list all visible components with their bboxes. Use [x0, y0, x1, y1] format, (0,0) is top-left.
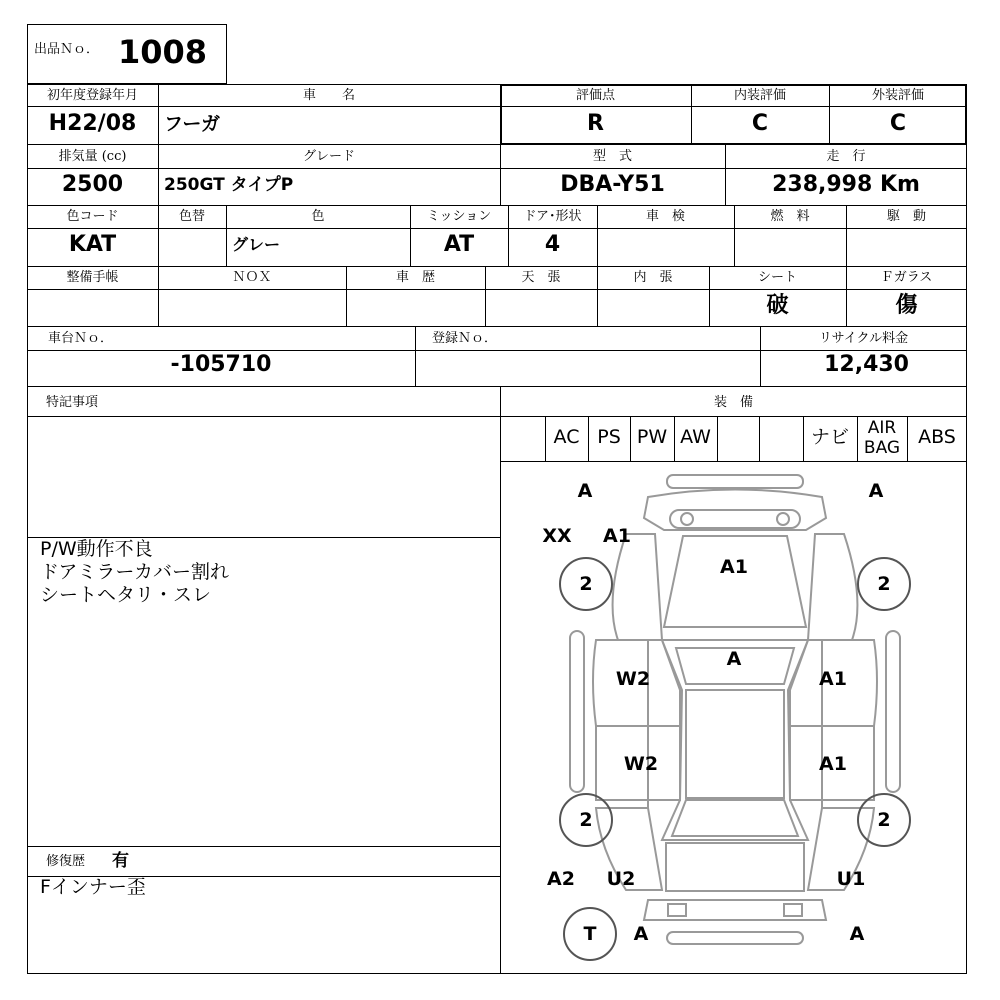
notes-line-1: P/W動作不良: [40, 538, 153, 560]
repair-value: 有: [112, 851, 129, 871]
exterior-score-value: C: [889, 111, 907, 136]
chassis-label: 車台Ｎｏ．: [48, 331, 114, 346]
lot-number: 1008: [118, 33, 208, 71]
damage-mark: XX: [542, 525, 572, 547]
drive-label: 駆 動: [886, 209, 926, 224]
grade-value: 250GT タイプP: [164, 175, 294, 195]
damage-mark: A1: [819, 753, 847, 775]
rear-bumper-shape: [667, 932, 803, 944]
exterior-score-label: 外装評価: [871, 88, 924, 103]
history-label: 車 歴: [395, 270, 435, 285]
score-label: 評価点: [575, 88, 615, 103]
first-reg-value: H22/08: [48, 111, 137, 136]
color-code-value: KAT: [68, 232, 117, 257]
front-fender-right-shape: [808, 534, 857, 640]
equip-item-navi: ナビ: [810, 426, 849, 448]
damage-mark: W2: [623, 753, 659, 775]
model-label: 型 式: [592, 149, 632, 164]
damage-mark: A2: [547, 868, 575, 890]
damage-mark: T: [563, 907, 617, 961]
cabin-outline-shape: [662, 640, 808, 840]
damage-mark: 2: [857, 557, 911, 611]
repair-line-1: Fインナー歪: [40, 876, 146, 898]
first-reg-label: 初年度登録年月: [46, 88, 138, 103]
equip-item-aw: AW: [680, 426, 711, 448]
mission-label: ミッション: [426, 209, 492, 224]
trunk-shape: [666, 843, 804, 891]
damage-mark: A: [849, 923, 865, 945]
mission-value: AT: [443, 232, 475, 257]
equip-item-airbag: AIR BAG: [863, 418, 901, 458]
interior-score-value: C: [751, 111, 769, 136]
side-skirt-right-shape: [886, 631, 900, 792]
interior-trim-label: 内 張: [633, 270, 673, 285]
score-value: R: [587, 111, 604, 136]
fuel-label: 燃 料: [770, 209, 810, 224]
equip-item-ps: PS: [597, 426, 621, 448]
car-name-value: フーガ: [164, 113, 221, 135]
hood-shape: [664, 536, 806, 627]
tail-lamp-left-shape: [668, 904, 686, 916]
damage-mark: A1: [819, 668, 847, 690]
damage-mark: W2: [615, 668, 651, 690]
notes-line-2: ドアミラーカバー割れ: [40, 561, 230, 583]
damage-mark: A1: [720, 556, 748, 578]
damage-mark: 2: [559, 557, 613, 611]
seat-value: 破: [766, 293, 789, 318]
interior-score-label: 内装評価: [733, 88, 786, 103]
mileage-value: 238,998 Km: [772, 172, 920, 197]
color-value: グレー: [232, 235, 281, 254]
emblem-left-shape: [681, 513, 693, 525]
damage-mark: A: [577, 480, 593, 502]
displacement-label: 排気量 (cc): [58, 149, 127, 164]
reg-label: 登録Ｎｏ．: [432, 331, 498, 346]
color-label: 色: [311, 209, 325, 224]
mileage-label: 走 行: [826, 149, 866, 164]
chassis-value: -105710: [170, 352, 272, 377]
tail-lamp-right-shape: [784, 904, 802, 916]
seat-label: シート: [757, 270, 797, 285]
damage-mark: A: [726, 648, 742, 670]
door-label: ドア･形状: [523, 209, 582, 224]
door-value: 4: [544, 232, 561, 257]
damage-mark: A: [633, 923, 649, 945]
damage-mark: U1: [836, 868, 866, 890]
damage-mark: U2: [606, 868, 636, 890]
inspection-label: 車 検: [645, 209, 685, 224]
grade-label: グレード: [302, 149, 355, 164]
notes-line-3: シートヘタリ・スレ: [40, 584, 212, 606]
damage-mark: A: [868, 480, 884, 502]
fglass-label: Ｆガラス: [880, 270, 933, 285]
damage-mark: 2: [559, 793, 613, 847]
color-change-label: 色替: [178, 209, 205, 224]
color-code-label: 色コード: [66, 209, 119, 224]
damage-mark: A1: [603, 525, 631, 547]
recycle-label: リサイクル料金: [818, 331, 909, 346]
emblem-right-shape: [777, 513, 789, 525]
lot-label: 出品Ｎｏ．: [34, 42, 100, 57]
equipment-label: 装 備: [713, 395, 753, 410]
displacement-value: 2500: [61, 172, 124, 197]
fglass-value: 傷: [895, 293, 918, 318]
recycle-value: 12,430: [824, 352, 909, 377]
nox-label: ＮＯＸ: [232, 270, 272, 285]
equip-item-pw: PW: [636, 426, 668, 448]
front-bumper-shape: [667, 475, 803, 488]
damage-mark: 2: [857, 793, 911, 847]
notes-label: 特記事項: [46, 395, 99, 410]
model-value: DBA-Y51: [560, 172, 665, 197]
maint-label: 整備手帳: [66, 270, 119, 285]
front-fender-left-shape: [613, 534, 662, 640]
equip-item-abs: ABS: [918, 426, 956, 448]
repair-label: 修復歴: [46, 854, 86, 869]
rear-window-shape: [672, 800, 798, 836]
ceiling-label: 天 張: [521, 270, 561, 285]
roof-shape: [686, 690, 784, 798]
equip-item-ac: AC: [553, 426, 580, 448]
car-name-label: 車 名: [302, 88, 355, 103]
side-skirt-left-shape: [570, 631, 584, 792]
